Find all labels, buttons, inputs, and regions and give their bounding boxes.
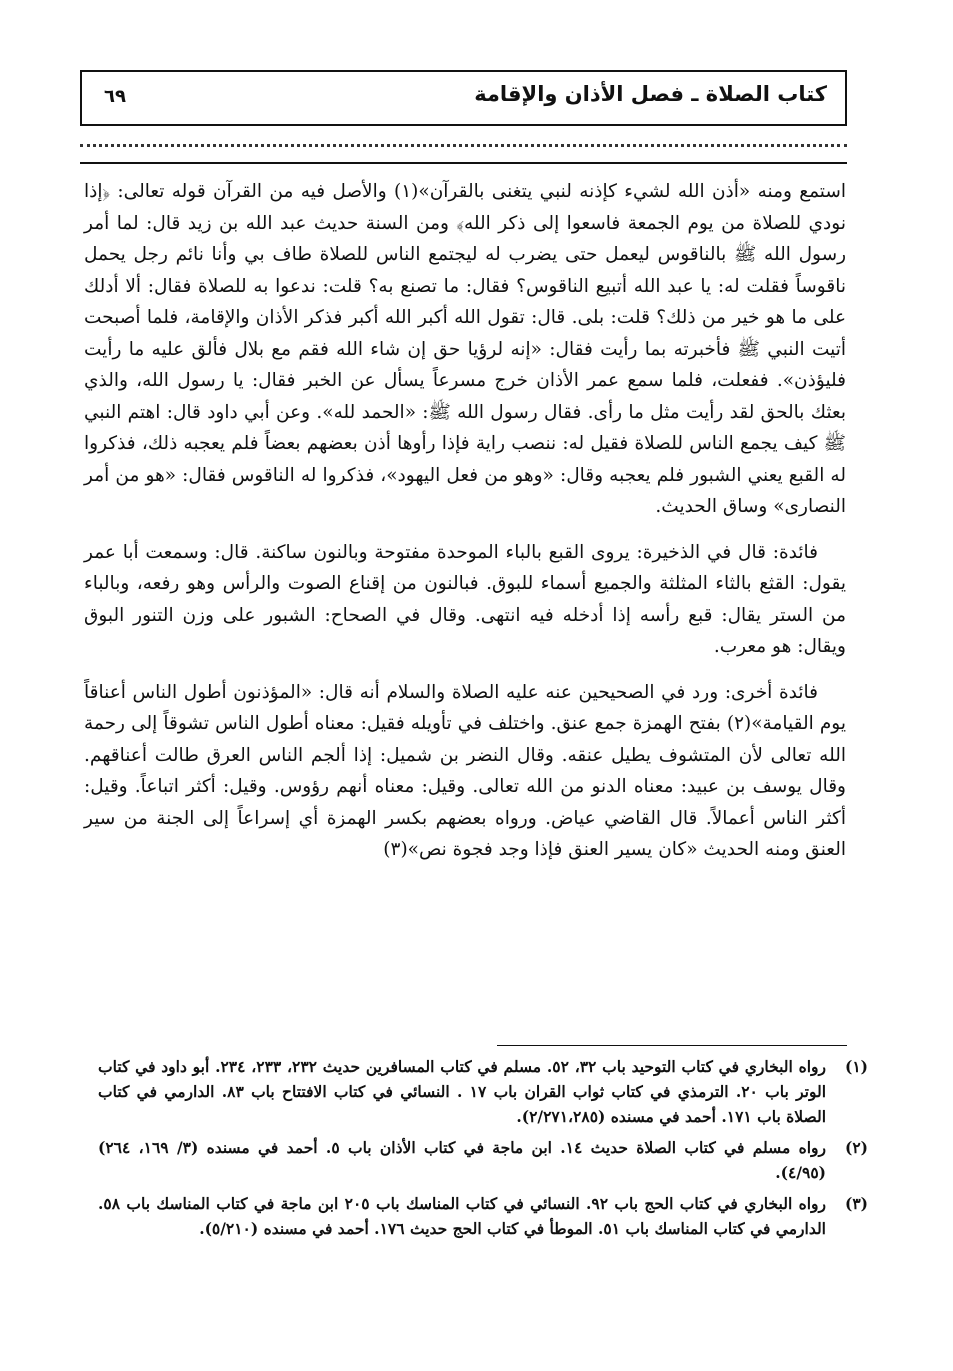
paragraph-hadith: استمع ومنه «أذن الله لشيء كإذنه لنبي يتغنى بالقرآن»(١) والأصل فيه من القرآن قوله تعالى: ﴿إذا نودي للصلاة من يوم الجمعة فاسعوا إلى ذكر الله﴾ ومن السنة حديث عبد الله بن زيد قال: لما أمر رسول الله ﷺ بالناقوس ليعمل حتى يضرب له ليجتمع الناس للصلاة طاف بي وأنا نائم رجل يحمل ناقوساً فقلت له: يا عبد الله أتبيع الناقوس؟ فقال: ما تصنع به؟ قلت: ندعوا به للصلاة فقال: ألا أدلك على ما هو خير من ذلك؟ قلت: بلى. قال: تقول الله أكبر الله أكبر فذكر الأذان والإقامة، فلما أصبحت أتيت النبي ﷺ فأخبرته بما رأيت فقال: «إنه لرؤيا حق إن شاء الله فقم مع بلال فألق عليه ما رأيت فليؤذن». ففعلت، فلما سمع عمر الأذان خرج مسرعاً يسأل عن الخبر فقال: يا رسول الله، والذي بعثك بالحق لقد رأيت مثل ما رأى. فقال رسول الله ﷺ: «الحمد لله». وعن أبي داود قال: اهتم النبي ﷺ كيف يجمع الناس للصلاة فقيل له: ننصب راية فإذا رأوها أذن بعضهم بعضاً فلم يعجبه ذلك، فذكروا له القبع يعني الشبور فلم يعجبه وقال: «وهو من فعل اليهود»، فذكروا له الناقوس فقال: «هو من أمر النصارى» وساق الحديث. [84,181,846,517]
dotted-divider [80,144,847,147]
paragraph-another-benefit: فائدة أخرى: ورد في الصحيحين عنه عليه الصلاة والسلام أنه قال: «المؤذنون أطول الناس أعناقاً يوم القيامة»(٢) بفتح الهمزة جمع عنق. واختلف في تأويله فقيل: معناه أطول الناس تشوقاً إلى رحمة الله تعالى لأن المتشوف يطيل عنقه. وقال النضر بن شميل: إذا ألجم الناس العرق طالت أعناقهم. وقال يوسف بن عبيد: معناه الدنو من الله تعالى. وقيل: معناه أنهم رؤوس. وقيل: أكثر اتباعاً. وقيل: أكثر الناس أعمالاً. قال القاضي عياض. ورواه بعضهم بكسر الهمزة أي إسراعاً إلى الجنة من سير العنق ومنه الحديث «كان يسير العنق فإذا وجد فجوة نص»(٣) [84,681,846,860]
footnote-text: رواه مسلم في كتاب الصلاة حديث ١٤. ابن ماجة في كتاب الأذان باب ٥. أحمد في مسنده (٣/ ١٦٩، ٢٦٤) (٤/٩٥). [98,1138,826,1182]
footnote-rule [497,1045,847,1046]
footnote [98,1054,868,1129]
footnote-number: (٢) [844,1138,868,1157]
footnote-number: (١) [844,1057,868,1076]
footnotes [98,1054,868,1247]
footnote-number: (٣) [844,1194,868,1213]
footnote-text: رواه البخاري في كتاب الحج باب ٩٢. النسائي في كتاب المناسك باب ٢٠٥ ابن ماجة في كتاب المناسك باب ٥٨. الدارمي في كتاب المناسك باب ٥١. الموطأ في كتاب الحج حديث ١٧٦. أحمد في مسنده (٥/٢١٠). [98,1194,826,1238]
paragraph-benefit: فائدة: قال في الذخيرة: يروى القبع بالباء الموحدة مفتوحة وبالنون ساكنة. قال: وسمعت أبا عمر يقول: القثع بالثاء المثلثة والجميع أسماء للبوق. فبالنون من إقناع الصوت والرأس وهو رفعه، وبالباء من الستر يقال: قبع رأسه إذا أدخله فيه انتهى. وقال في الصحاح: الشبور على وزن التنور البوق ويقال: هو معرب. [84,541,846,657]
chapter-title: كتاب الصلاة ـ فصل الأذان والإقامة [474,82,827,106]
footnote-text: رواه البخاري في كتاب التوحيد باب ٣٢، ٥٢. مسلم في كتاب المسافرين حديث ٢٣٢، ٢٣٣، ٢٣٤. أبو داود في كتاب الوتر باب ٢٠. الترمذي في كتاب ثواب القران باب ١٧ . النسائي في كتاب الافتتاح باب ٨٣. الدارمي في كتاب الصلاة باب ١٧١. أحمد في مسنده (٢/٢٧١،٢٨٥). [98,1057,826,1126]
footnote [98,1135,868,1185]
header-rule [80,162,847,164]
main-text [84,176,846,866]
footnote [98,1191,868,1241]
page-number: ٦٩ [104,86,126,107]
running-header [80,70,847,126]
